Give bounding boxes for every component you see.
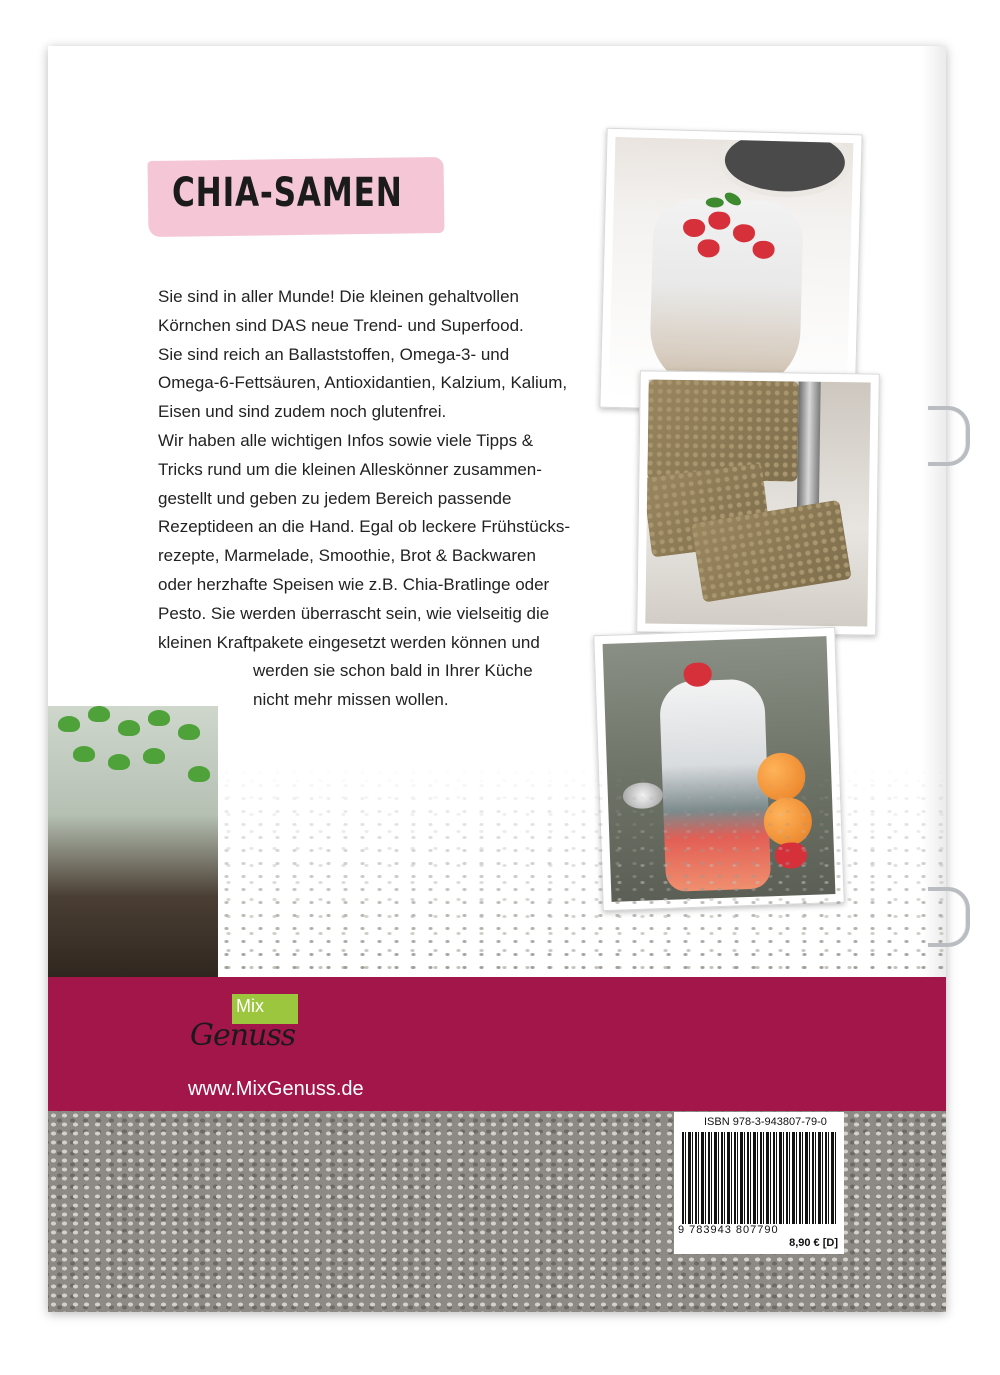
blurb-line: oder herzhafte Speisen wie z.B. Chia-Bratlinge oder [158, 574, 550, 594]
photo-chia-bread [636, 370, 880, 635]
blurb-text [158, 283, 628, 715]
price-label: 8,90 € [D] [789, 1237, 838, 1249]
blurb-line: kleinen Kraftpakete eingesetzt werden können und [158, 632, 540, 652]
mixgenuss-logo [188, 994, 303, 1064]
cover-title: CHIA-SAMEN [172, 170, 403, 216]
blurb-line: werden sie schon bald in Ihrer Küche [253, 661, 533, 681]
binder-clip-bottom [928, 887, 970, 947]
barcode-digits: 9 783943 807790 [678, 1224, 779, 1236]
blurb-line: nicht mehr missen wollen. [253, 690, 449, 710]
brand-bar [48, 977, 946, 1111]
blurb-line: Körnchen sind DAS neue Trend- und Superfood. [158, 315, 524, 335]
barcode-label [674, 1112, 844, 1254]
blurb-line: Sie sind in aller Munde! Die kleinen gehaltvollen [158, 287, 519, 306]
binder-clip-top [928, 406, 970, 466]
blurb-line: Sie sind reich an Ballaststoffen, Omega-3- und [158, 344, 510, 364]
blurb-line: Rezeptideen an die Hand. Egal ob leckere Frühstücks- [158, 517, 571, 537]
book-back-cover [48, 46, 946, 1312]
logo-mix-text: Mix [236, 996, 264, 1016]
blurb-line: gestellt und geben zu jedem Bereich passende [158, 488, 512, 508]
blurb-line: Tricks rund um die kleinen Alleskönner zusammen- [158, 459, 542, 479]
blurb-line: rezepte, Marmelade, Smoothie, Brot & Backwaren [158, 546, 536, 566]
blurb-line: Wir haben alle wichtigen Infos sowie viele Tipps & [158, 430, 534, 450]
isbn-number: ISBN 978-3-943807-79-0 [704, 1116, 827, 1128]
blurb-line: Omega-6-Fettsäuren, Antioxidantien, Kalzium, Kalium, [158, 373, 568, 393]
sprouts-image [48, 706, 218, 978]
barcode-icon [682, 1132, 836, 1224]
website-url[interactable]: www.MixGenuss.de [188, 1078, 364, 1100]
blurb-line: Eisen und sind zudem noch glutenfrei. [158, 402, 447, 422]
blurb-line: Pesto. Sie werden überrascht sein, wie vielseitig die [158, 603, 550, 623]
logo-genuss-text: Genuss [190, 1018, 296, 1053]
